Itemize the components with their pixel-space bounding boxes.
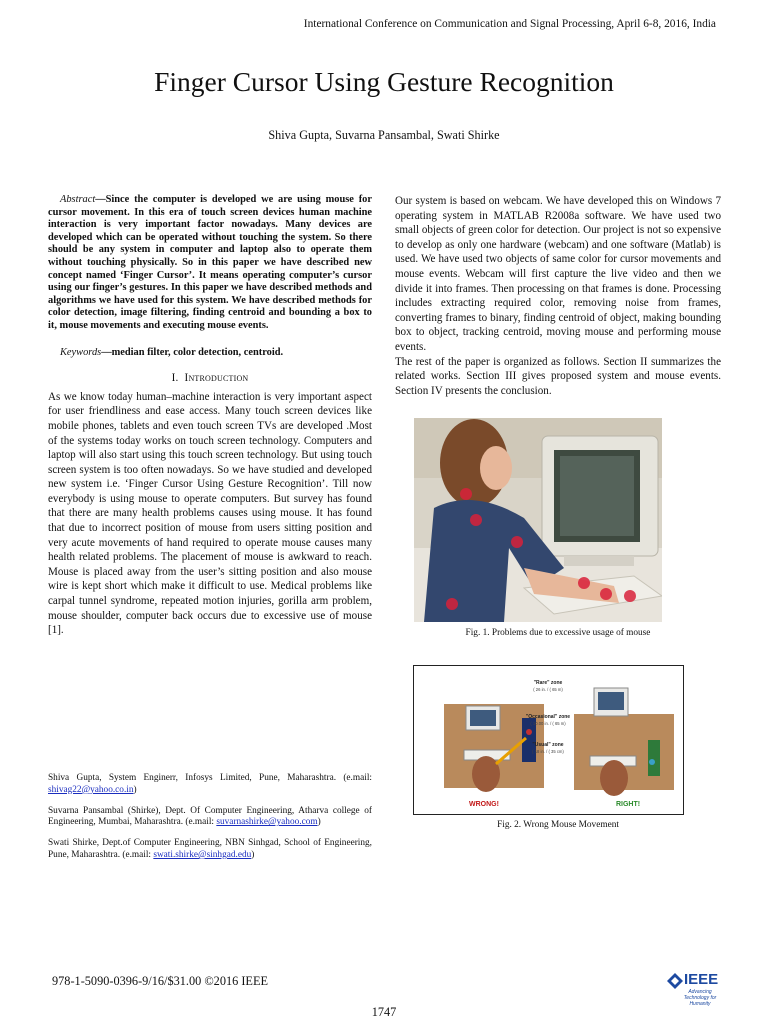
keywords-label: Keywords bbox=[60, 346, 102, 358]
ieee-logo-tagline: Advancing Technology for Humanity bbox=[683, 989, 717, 1007]
fig2-zone2: "Occasional" zone bbox=[525, 714, 571, 720]
figure-2-image bbox=[413, 665, 684, 815]
page-number: 1747 bbox=[371, 1005, 397, 1019]
right-paragraph-2: The rest of the paper is organized as follows. Section II summarizes the related works. Section III gives proposed system and mouse events. Section IV presents the conclusion. bbox=[395, 355, 721, 397]
paper-title: Finger Cursor Using Gesture Recognition bbox=[154, 66, 614, 97]
introduction-text: As we know today human–machine interaction is very important aspect for user friendliness and ease access. Many touch screen devices like mobile phones, tablets and even touch screen TVs are developed .Most of the systems today works on touch screen technology. Computers and laptop will also start using this touch screen technology. But using touch screen system is too often nowadays. So we have studied and developed new system i.e. ‘Finger Cursor Using Gesture Recognition’. Till now everybody is using mouse to operate computers. But survey has found that there are many health problems causes using mouse. It has found that due to incorrect position of mouse from users sitting position and very acute movements of hand required to operate mouse causes many health related problems. The placement of mouse is awkward to reach. Mouse is placed away from the user’s sitting position and also mouse wire is kept short which make it difficult to use. Medical problems like carpal tunnel syndrome, repeated motion injuries, gorilla arm problem, mouse shoulder, computer back occurs due to excessive use of mouse [1]. bbox=[48, 390, 372, 637]
figure-1-image bbox=[414, 418, 662, 622]
footnote-3-email[interactable]: swati.shirke@sinhgad.edu bbox=[153, 849, 252, 860]
footnote-2-close: ) bbox=[317, 817, 321, 828]
figure-2-illustration bbox=[414, 666, 683, 814]
section-numeral: I. bbox=[171, 372, 179, 385]
abstract bbox=[48, 194, 372, 333]
footnote-2 bbox=[48, 806, 372, 830]
footnote-1-close: ) bbox=[133, 784, 137, 795]
fig2-right-label: RIGHT! bbox=[615, 801, 641, 808]
footnote-3-text: Swati Shirke, Dept.of Computer Engineering, NBN Sinhgad, School of Engineering, Pune, Maharashtra. (e.mail: bbox=[48, 838, 372, 860]
fig2-zone1: "Rare" zone bbox=[533, 680, 563, 686]
fig2-zone1-sub: ( 26 in. / ( 65 m) bbox=[533, 687, 563, 692]
fig2-zone2-sub: ( 10.00 in. / ( 65 m) bbox=[530, 721, 566, 726]
footnote-3 bbox=[48, 838, 372, 862]
footnote-2-email[interactable]: suvarnashirke@yahoo.com bbox=[216, 817, 318, 828]
keywords bbox=[48, 346, 372, 361]
keywords-text: —median filter, color detection, centroid. bbox=[101, 346, 284, 358]
author-list: Shiva Gupta, Suvarna Pansambal, Swati Shirke bbox=[268, 128, 500, 142]
footnote-1-email[interactable]: shivag22@yahoo.co.in bbox=[48, 784, 134, 795]
conference-header: International Conference on Communication and Signal Processing, April 6-8, 2016, India bbox=[303, 18, 716, 30]
section-title: Introduction bbox=[184, 372, 249, 385]
right-paragraph-1: Our system is based on webcam. We have developed this on Windows 7 operating system in MATLAB R2008a software. We have used two small objects of green color for detection. Our project is not so expensive to develop as only one hardware (webcam) and one software (Matlab) is used. We have used two objects of same color for cursor movements and mouse events. Webcam will first capture the live video and then we divide it into frames. Then processing on that frames is done. Processing includes extracting required color, removing noise from frames, converting frames to binary, finding centroid of object, making bounding box to object, tracking centroid, moving mouse and performing mouse events. bbox=[395, 195, 721, 353]
abstract-label: Abstract bbox=[60, 194, 96, 205]
figure-1-caption: Fig. 1. Problems due to excessive usage of mouse bbox=[465, 628, 651, 638]
ieee-diamond-icon bbox=[666, 972, 684, 990]
left-column bbox=[48, 194, 372, 638]
abstract-text: —Since the computer is developed we are using mouse for cursor movement. In this era of touch screen devices human machine interaction is very important factor nowadays. Many devices are developed which can be operated without touching the system. So there should be any system in computer and laptop also to operate them without touching physically. So in this paper we have described new concept named ‘Finger Cursor’. It means operating computer’s cursor using our finger’s gestures. In this paper we have described methods and algorithms we have used for this system. We have described methods for color detection, image filtering, finding centroid and bounding a box to it, mouse movements and executing mouse events. bbox=[48, 194, 372, 331]
figure-2-caption: Fig. 2. Wrong Mouse Movement bbox=[497, 820, 619, 830]
section-heading-introduction bbox=[48, 371, 372, 386]
fig2-wrong-label: WRONG! bbox=[469, 801, 499, 808]
author-footnotes bbox=[48, 773, 372, 871]
isbn-copyright: 978-1-5090-0396-9/16/$31.00 ©2016 IEEE bbox=[52, 974, 268, 988]
footnote-1-text: Shiva Gupta, System Enginerr, Infosys Limited, Pune, Maharashtra. (e.mail: bbox=[48, 773, 372, 783]
fig2-zone3: "Usual" zone bbox=[532, 742, 564, 748]
footnote-2-text: Suvarna Pansambal (Shirke), Dept. Of Computer Engineering, Atharva college of Engineering, Mumbai, Maharashtra. (e.mail: bbox=[48, 805, 372, 828]
footnote-3-close: ) bbox=[251, 849, 255, 860]
fig2-zone3-sub: ( 18 in. / ( 35 cm) bbox=[532, 749, 564, 754]
ieee-logo-word: IEEE bbox=[684, 971, 719, 988]
figure-1-illustration bbox=[414, 418, 662, 622]
footnote-1 bbox=[48, 773, 372, 797]
right-column bbox=[395, 194, 721, 398]
ieee-logo bbox=[666, 971, 722, 1007]
